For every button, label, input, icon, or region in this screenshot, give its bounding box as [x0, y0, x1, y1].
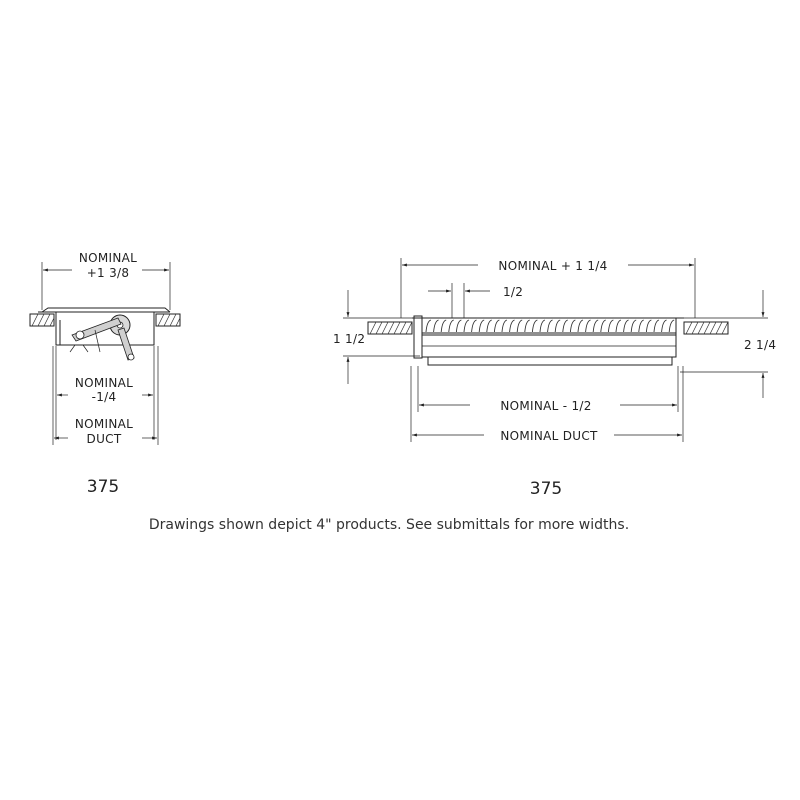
louver-blade	[532, 320, 537, 332]
front-left-height-label: 1 1/2	[333, 332, 366, 346]
louver-blade	[449, 320, 454, 332]
side-ceiling-left-hatch	[32, 314, 54, 326]
louver-blade	[487, 320, 492, 332]
louver-blade	[434, 320, 439, 332]
side-flange	[38, 308, 170, 312]
louver-blade	[631, 320, 636, 332]
front-inner-dim-label: NOMINAL - 1/2	[500, 399, 592, 413]
louver-blade	[517, 320, 522, 332]
louver-blades	[426, 320, 674, 332]
front-right-height-label: 2 1/4	[744, 338, 777, 352]
louver-blade	[601, 320, 606, 332]
front-top-dim-label: NOMINAL + 1 1/4	[498, 259, 608, 273]
louver-blade	[608, 320, 613, 332]
side-ceiling-right	[156, 314, 180, 326]
side-ceiling-left	[30, 314, 54, 326]
side-duct-dim-label-2: DUCT	[86, 432, 122, 446]
front-view	[333, 258, 776, 499]
side-view	[30, 251, 180, 497]
louver-blade	[479, 320, 484, 332]
louver-blade	[586, 320, 591, 332]
front-ceiling-right-hatch	[686, 322, 728, 334]
side-inner-dim-label-1: NOMINAL	[74, 376, 134, 390]
louver-blade	[616, 320, 621, 332]
louver-blade	[441, 320, 446, 332]
side-top-dim-label-1: NOMINAL	[78, 251, 138, 265]
louver-blade	[639, 320, 644, 332]
front-end-cap	[414, 316, 422, 358]
louver-blade	[563, 320, 568, 332]
louver-blade	[494, 320, 499, 332]
side-ceiling-right-hatch	[158, 314, 180, 326]
louver-blade	[456, 320, 461, 332]
side-inner-dim-label-2: -1/4	[91, 390, 117, 404]
louver-blade	[654, 320, 659, 332]
front-duct-dim-label: NOMINAL DUCT	[500, 429, 598, 443]
side-duct-dim-label-1: NOMINAL	[74, 417, 134, 431]
louver-blade	[646, 320, 651, 332]
louver-blade	[502, 320, 507, 332]
louver-blade	[510, 320, 515, 332]
louver-blade	[426, 320, 431, 332]
louver-blade	[472, 320, 477, 332]
louver-blade	[555, 320, 560, 332]
footnote: Drawings shown depict 4" products. See submittals for more widths.	[148, 517, 630, 533]
front-damper-plate	[428, 357, 672, 365]
louver-blade	[464, 320, 469, 332]
side-top-dim-label-2: +1 3/8	[86, 266, 130, 280]
louver-blade	[525, 320, 530, 332]
louver-blade	[540, 320, 545, 332]
side-model-number: 375	[86, 477, 120, 497]
louver-blade	[593, 320, 598, 332]
louver-blade	[624, 320, 629, 332]
front-ceiling-left-hatch	[370, 322, 412, 334]
front-model-number: 375	[529, 479, 563, 499]
louver-blade	[570, 320, 575, 332]
louver-blade	[662, 320, 667, 332]
louver-blade	[578, 320, 583, 332]
louver-blade	[548, 320, 553, 332]
damper-mechanism	[70, 315, 134, 360]
front-spacing-dim-label: 1/2	[503, 285, 524, 299]
louver-blade	[669, 320, 674, 332]
